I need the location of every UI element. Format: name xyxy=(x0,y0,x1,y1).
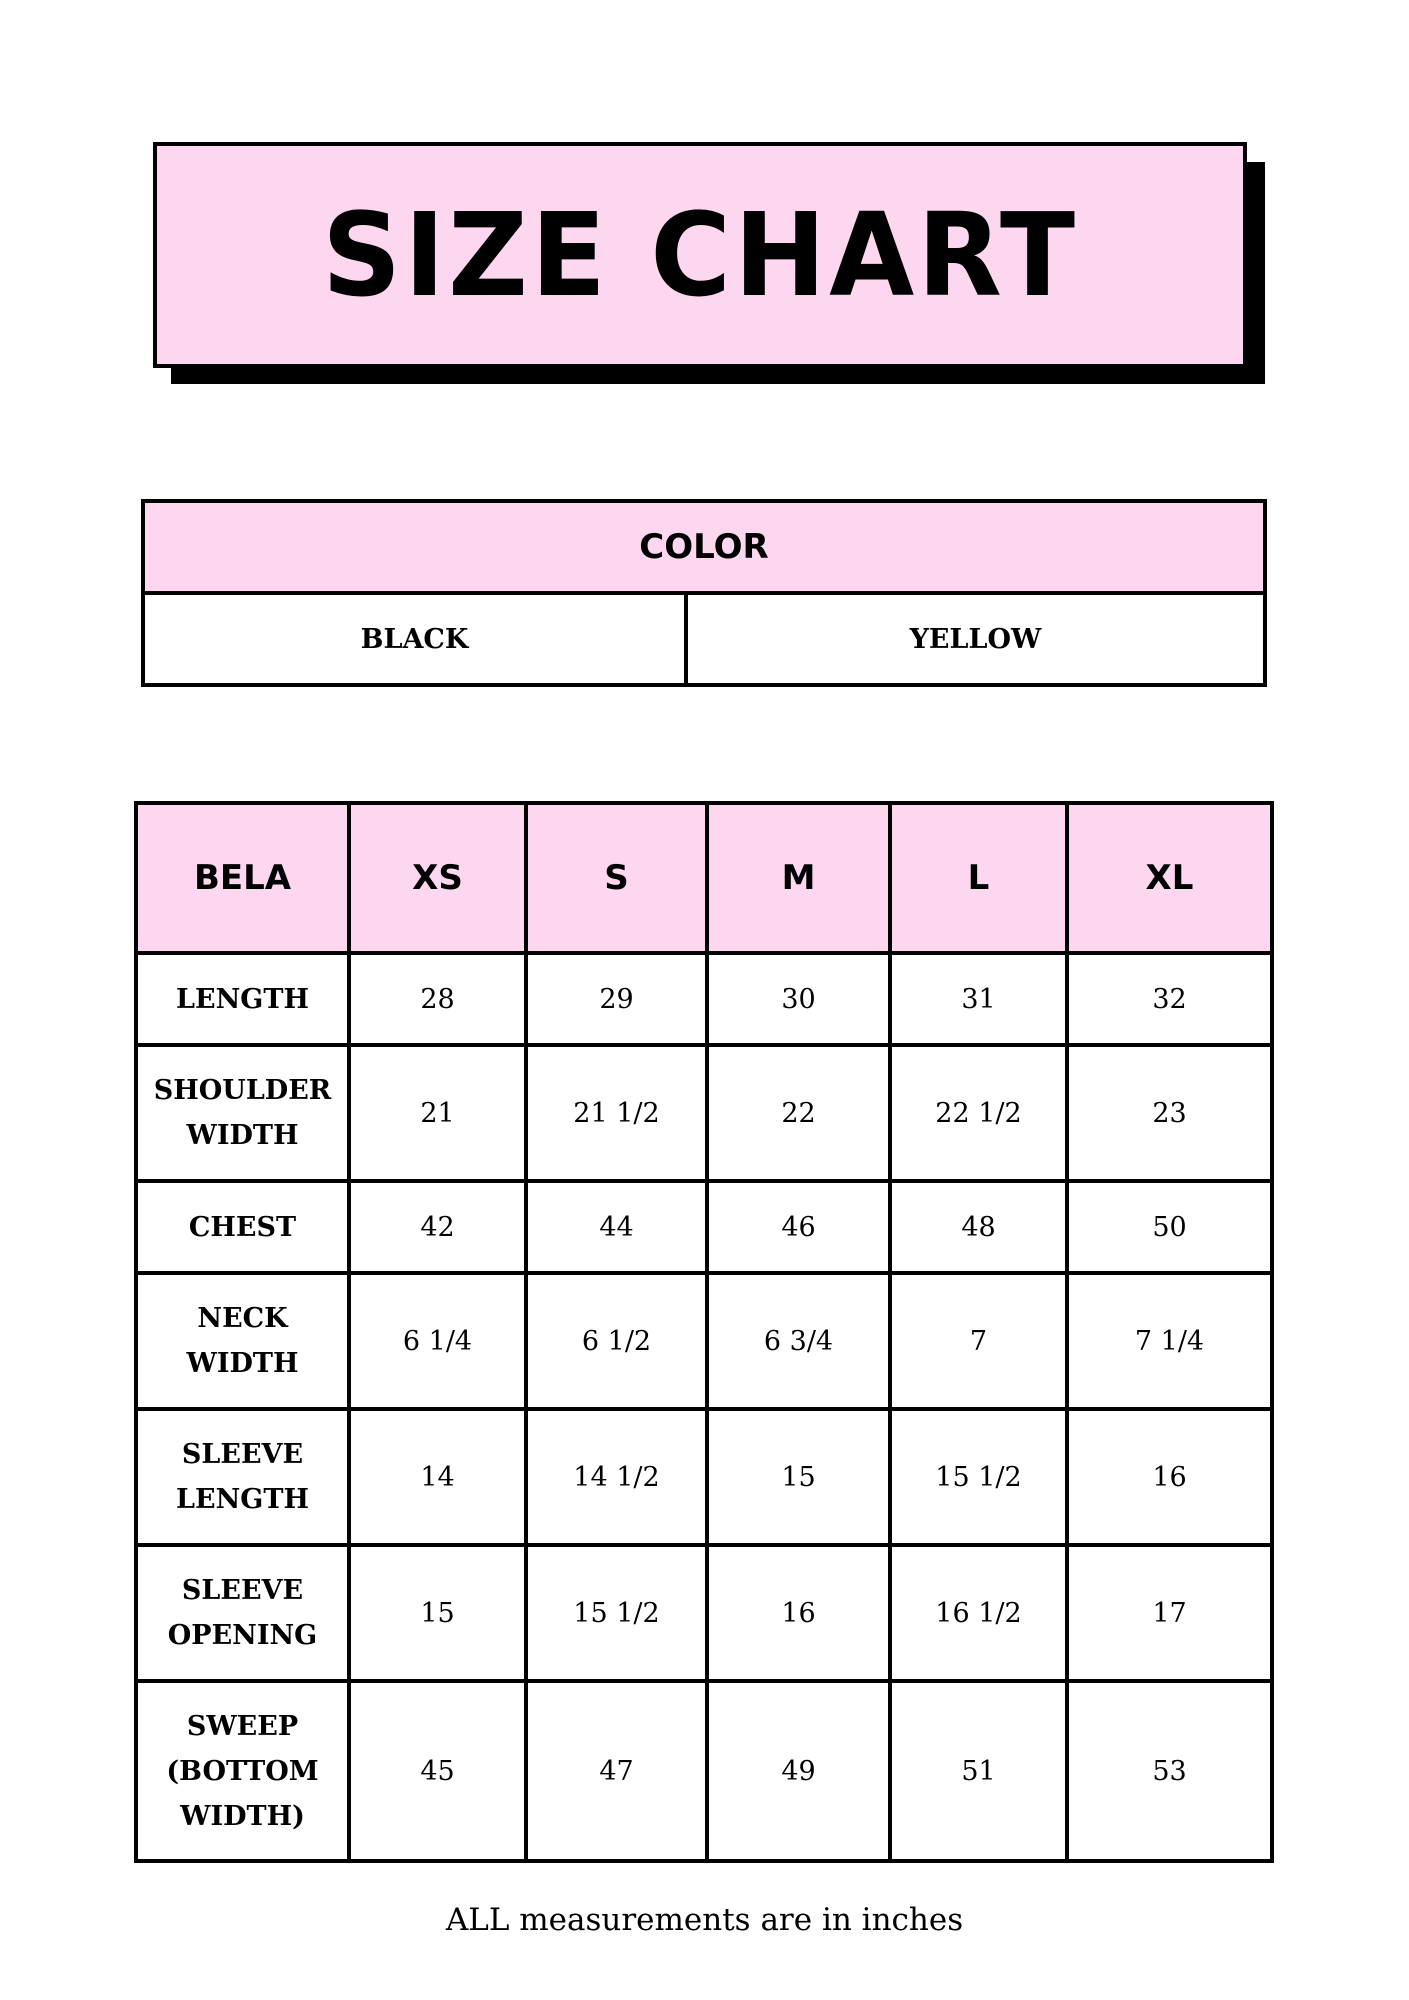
table-cell: 22 1/2 xyxy=(890,1045,1067,1181)
row-label: CHEST xyxy=(136,1181,349,1273)
row-label: SLEEVE LENGTH xyxy=(136,1409,349,1545)
table-row xyxy=(136,1273,1272,1409)
table-cell: 28 xyxy=(349,953,526,1045)
table-cell: 31 xyxy=(890,953,1067,1045)
table-cell: 7 xyxy=(890,1273,1067,1409)
table-cell: 30 xyxy=(707,953,890,1045)
measurement-footnote: ALL measurements are in inches xyxy=(445,1902,964,1938)
row-label: SWEEP (BOTTOM WIDTH) xyxy=(136,1681,349,1861)
table-cell: 29 xyxy=(526,953,707,1045)
size-header-xs: XS xyxy=(349,803,526,953)
table-cell: 6 1/2 xyxy=(526,1273,707,1409)
table-cell: 14 xyxy=(349,1409,526,1545)
table-cell: 17 xyxy=(1067,1545,1272,1681)
table-cell: 16 xyxy=(707,1545,890,1681)
row-label: SHOULDER WIDTH xyxy=(136,1045,349,1181)
table-cell: 15 1/2 xyxy=(890,1409,1067,1545)
table-row xyxy=(136,1681,1272,1861)
table-cell: 21 1/2 xyxy=(526,1045,707,1181)
table-cell: 15 xyxy=(707,1409,890,1545)
table-cell: 45 xyxy=(349,1681,526,1861)
size-header-m: M xyxy=(707,803,890,953)
table-cell: 15 xyxy=(349,1545,526,1681)
table-cell: 6 3/4 xyxy=(707,1273,890,1409)
table-row xyxy=(136,1409,1272,1545)
table-cell: 47 xyxy=(526,1681,707,1861)
table-cell: 6 1/4 xyxy=(349,1273,526,1409)
size-header-xl: XL xyxy=(1067,803,1272,953)
table-cell: 53 xyxy=(1067,1681,1272,1861)
row-label: SLEEVE OPENING xyxy=(136,1545,349,1681)
table-cell: 46 xyxy=(707,1181,890,1273)
row-label: LENGTH xyxy=(136,953,349,1045)
table-cell: 42 xyxy=(349,1181,526,1273)
table-row xyxy=(136,1181,1272,1273)
table-cell: 48 xyxy=(890,1181,1067,1273)
color-header: COLOR xyxy=(143,501,1265,593)
color-table xyxy=(141,499,1267,687)
row-label: NECK WIDTH xyxy=(136,1273,349,1409)
table-cell: 49 xyxy=(707,1681,890,1861)
table-row xyxy=(136,953,1272,1045)
size-table xyxy=(134,801,1274,1863)
table-cell: 15 1/2 xyxy=(526,1545,707,1681)
table-cell: 50 xyxy=(1067,1181,1272,1273)
table-cell: 51 xyxy=(890,1681,1067,1861)
table-cell: 44 xyxy=(526,1181,707,1273)
table-cell: 7 1/4 xyxy=(1067,1273,1272,1409)
table-cell: 21 xyxy=(349,1045,526,1181)
color-option-yellow: YELLOW xyxy=(686,593,1265,685)
table-cell: 32 xyxy=(1067,953,1272,1045)
table-cell: 22 xyxy=(707,1045,890,1181)
size-header-l: L xyxy=(890,803,1067,953)
table-cell: 16 1/2 xyxy=(890,1545,1067,1681)
corner-label: BELA xyxy=(136,803,349,953)
table-cell: 23 xyxy=(1067,1045,1272,1181)
page-title: SIZE CHART xyxy=(321,187,1079,323)
table-cell: 16 xyxy=(1067,1409,1272,1545)
size-header-s: S xyxy=(526,803,707,953)
table-row xyxy=(136,1045,1272,1181)
table-cell: 14 1/2 xyxy=(526,1409,707,1545)
table-row xyxy=(136,1545,1272,1681)
color-option-black: BLACK xyxy=(143,593,686,685)
size-header-row xyxy=(136,803,1272,953)
title-banner xyxy=(153,142,1247,368)
